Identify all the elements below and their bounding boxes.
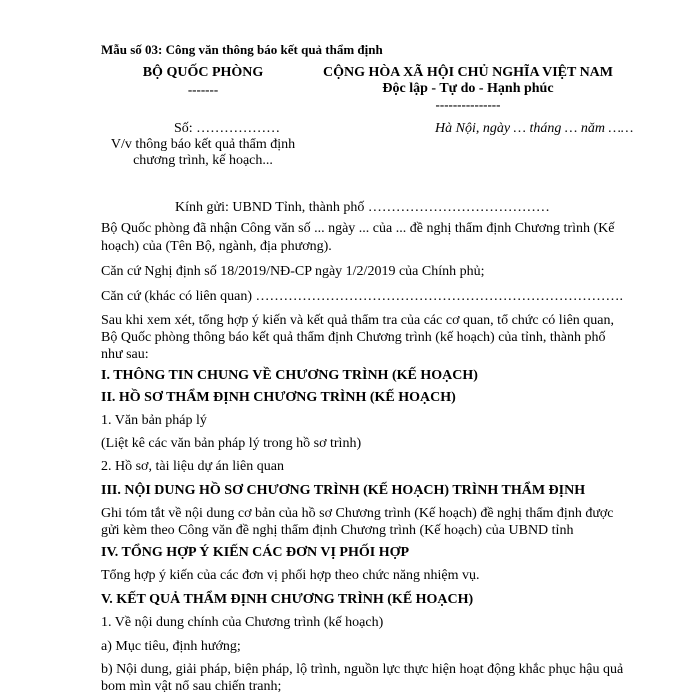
body-paragraph: Ghi tóm tắt về nội dung cơ bản của hồ sơ Chương trình (Kế hoạch) đề nghị thẩm định được: [101, 506, 614, 521]
place-date: Hà Nội, ngày … tháng … năm ……: [435, 121, 634, 136]
section-heading: I. THÔNG TIN CHUNG VỀ CHƯƠNG TRÌNH (KẾ HOẠCH): [101, 368, 478, 383]
section-heading: IV. TỔNG HỢP Ý KIẾN CÁC ĐƠN VỊ PHỐI HỢP: [101, 545, 410, 560]
body-paragraph: như sau:: [101, 347, 149, 362]
salutation: Kính gửi: UBND Tỉnh, thành phố …………………………………: [175, 200, 550, 215]
document-number: Số: ………………: [174, 121, 281, 136]
body-paragraph: hoạch) của (Tên Bộ, ngành, địa phương).: [101, 239, 332, 254]
national-motto: Độc lập - Tự do - Hạnh phúc: [382, 81, 554, 96]
list-item: 1. Về nội dung chính của Chương trình (kế hoạch): [101, 615, 384, 630]
motto-rule: ---------------: [435, 97, 501, 112]
subject-line-2: chương trình, kế hoạch...: [133, 153, 273, 168]
section-heading: V. KẾT QUẢ THẨM ĐỊNH CHƯƠNG TRÌNH (KẾ HOẠCH): [101, 592, 474, 607]
list-item: 2. Hồ sơ, tài liệu dự án liên quan: [101, 459, 284, 474]
section-heading: III. NỘI DUNG HỒ SƠ CHƯƠNG TRÌNH (KẾ HOẠCH) TRÌNH THẨM ĐỊNH: [101, 483, 586, 498]
body-paragraph: Căn cứ Nghị định số 18/2019/NĐ-CP ngày 1/2/2019 của Chính phủ;: [101, 264, 485, 279]
body-paragraph: Tổng hợp ý kiến của các đơn vị phối hợp theo chức năng nhiệm vụ.: [101, 568, 480, 583]
country-name: CỘNG HÒA XÃ HỘI CHỦ NGHĨA VIỆT NAM: [322, 65, 613, 80]
list-item: 1. Văn bản pháp lý: [101, 413, 207, 428]
subject-line-1: V/v thông báo kết quả thẩm định: [110, 137, 296, 152]
body-paragraph: Bộ Quốc phòng đã nhận Công văn số ... ngày ... của ... đề nghị thẩm định Chương trình (Kế: [101, 221, 615, 236]
list-item: a) Mục tiêu, định hướng;: [101, 639, 241, 654]
list-item: (Liệt kê các văn bản pháp lý trong hồ sơ trình): [101, 436, 362, 451]
list-item: bom mìn vật nổ sau chiến tranh;: [101, 679, 282, 694]
list-item: b) Nội dung, giải pháp, biện pháp, lộ trình, nguồn lực thực hiện hoạt động khắc phục hậu quả: [101, 662, 624, 677]
ministry-rule: -------: [187, 82, 219, 97]
body-paragraph: gửi kèm theo Công văn đề nghị thẩm định Chương trình (Kế hoạch) của UBND tỉnh: [101, 523, 574, 538]
section-heading: II. HỒ SƠ THẨM ĐỊNH CHƯƠNG TRÌNH (KẾ HOẠCH): [101, 390, 456, 405]
form-title: Mẫu số 03: Công văn thông báo kết quả thẩm định: [101, 42, 383, 57]
body-paragraph: Sau khi xem xét, tổng hợp ý kiến và kết quả thẩm tra của các cơ quan, tổ chức có liên quan,: [101, 313, 615, 328]
ministry-name: BỘ QUỐC PHÒNG: [142, 65, 264, 80]
body-paragraph: Căn cứ (khác có liên quan) …………………………………………………………………….: [101, 289, 624, 304]
body-paragraph: Bộ Quốc phòng thông báo kết quả thẩm định Chương trình (kế hoạch) của tỉnh, thành phố: [101, 330, 606, 345]
